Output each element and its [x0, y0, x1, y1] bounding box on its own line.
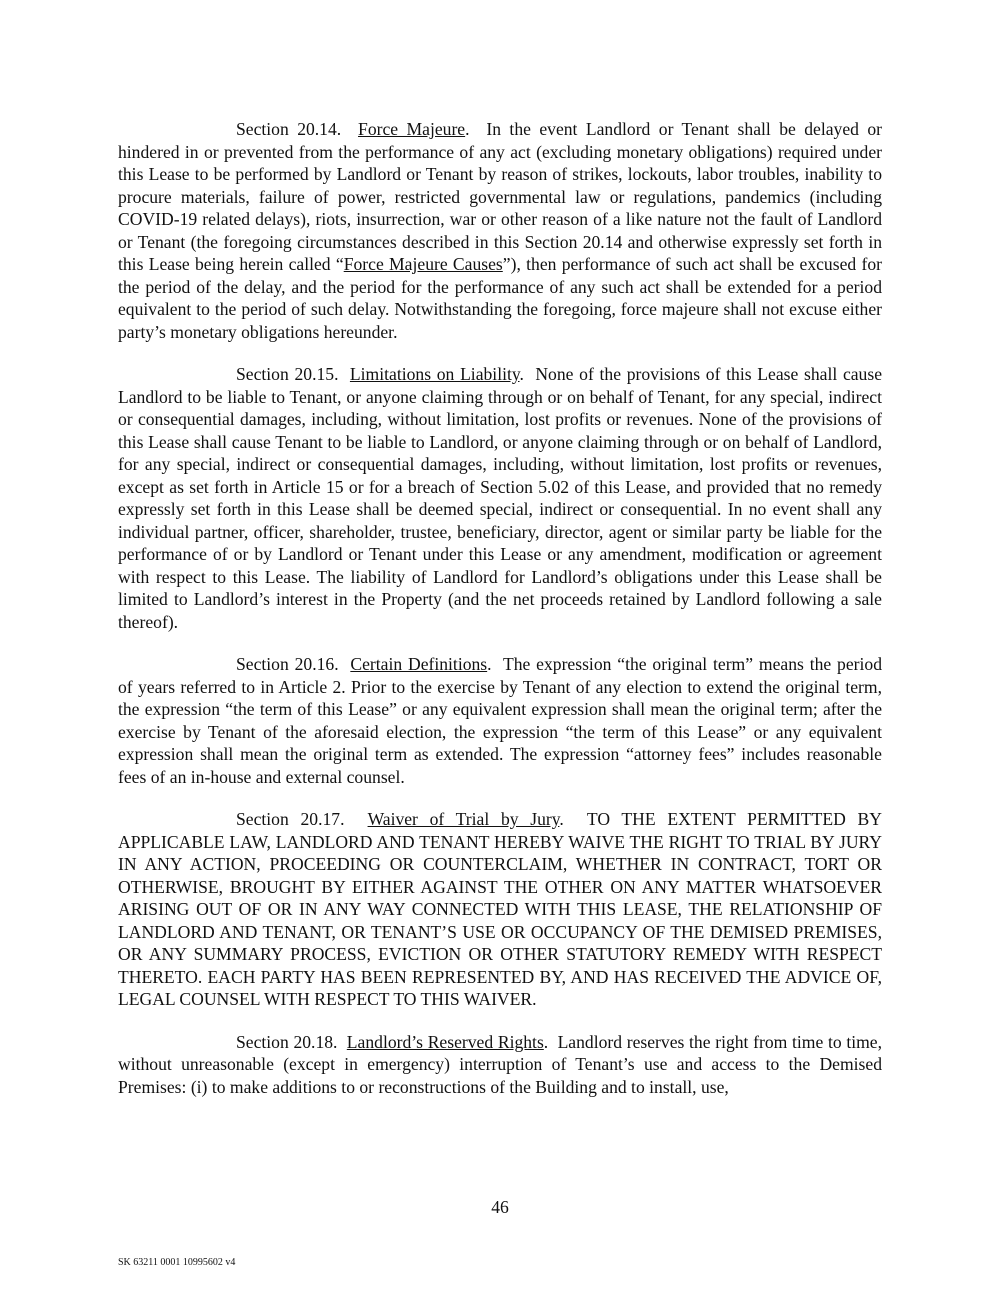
- section-heading: Certain Definitions: [350, 654, 488, 674]
- section-number: Section 20.16.: [236, 654, 339, 674]
- document-id: SK 63211 0001 10995602 v4: [118, 1257, 236, 1268]
- section-20-15: Section 20.15. Limitations on Liability. None of the provisions of this Lease shall cause Landlord to be liable to Tenant, or anyone claiming through or on behalf of Tenant, for any special, indirect or consequential damages, including, without limitation, lost profits or revenues. None of the provisions of this Lease shall cause Tenant to be liable to Landlord, or anyone claiming through or on behalf of Landlord, for any special, indirect or consequential damages, including, without limitation, lost profits or revenues, except as set forth in Article 15 or for a breach of Section 5.02 of this Lease, and provided that no remedy expressly set forth in this Lease shall be deemed special, indirect or consequential. In no event shall any individual partner, officer, shareholder, trustee, beneficiary, director, agent or similar party be liable for the performance of or by Landlord or Tenant under this Lease or any amendment, modification or agreement with respect to this Lease. The liability of Landlord for Landlord’s obligations under this Lease shall be limited to Landlord’s interest in the Property (and the net proceeds retained by Landlord following a sale thereof).: [118, 364, 883, 632]
- section-text: In the event Landlord or Tenant shall be delayed or hindered in or prevented from the performance of any act (excluding monetary obligations) required under this Lease to be performed by Landlord or Tenant by reason of strikes, lockouts, labor troubles, inability to procure materials, failure of power, restricted governmental law or regulations, pandemics (including COVID-19 related delays), riots, insurrection, war or other reason of a like nature not the fault of Landlord or Tenant (the foregoing circumstances described in this Section 20.14 and otherwise expressly set forth in this Lease being herein called “: [118, 119, 883, 274]
- section-20-17: Section 20.17. Waiver of Trial by Jury. TO THE EXTENT PERMITTED BY APPLICABLE LAW, LANDLORD AND TENANT HEREBY WAIVE THE RIGHT TO TRIAL BY JURY IN ANY ACTION, PROCEEDING OR COUNTERCLAIM, WHETHER IN CONTRACT, TORT OR OTHERWISE, BROUGHT BY EITHER AGAINST THE OTHER ON ANY MATTER WHATSOEVER ARISING OUT OF OR IN ANY WAY CONNECTED WITH THIS LEASE, THE RELATIONSHIP OF LANDLORD AND TENANT, OR TENANT’S USE OR OCCUPANCY OF THE DEMISED PREMISES, OR ANY SUMMARY PROCESS, EVICTION OR OTHER STATUTORY REMEDY WITH RESPECT THERETO. EACH PARTY HAS BEEN REPRESENTED BY, AND HAS RECEIVED THE ADVICE OF, LEGAL COUNSEL WITH RESPECT TO THIS WAIVER.: [118, 809, 882, 1009]
- page-number: 46: [491, 1197, 509, 1217]
- section-text: The expression “the original term” means the period of years referred to in Article 2. Prior to the exercise by Tenant of any election to extend the original term, the expression “the term of this Lease” or any equivalent expression shall mean the original term; after the exercise by Tenant of the aforesaid election, the expression “the term of this Lease” or any equivalent expression shall mean the original term as extended. The expression “attorney fees” includes reasonable fees of an in-house and external counsel.: [118, 654, 883, 787]
- section-text: None of the provisions of this Lease shall cause Landlord to be liable to Tenant, or anyone claiming through or on behalf of Tenant, for any special, indirect or consequential damages, including, without limitation, lost profits or revenues. None of the provisions of this Lease shall cause Tenant to be liable to Landlord, or anyone claiming through or on behalf of Landlord, for any special, indirect or consequential damages, including, without limitation, lost profits or revenues, except as set forth in Article 15 or for a breach of Section 5.02 of this Lease, and provided that no remedy expressly set forth in this Lease shall be deemed special, indirect or consequential. In no event shall any individual partner, officer, shareholder, trustee, beneficiary, director, agent or similar party be liable for the performance of or by Landlord or Tenant under this Lease or any amendment, modification or agreement with respect to this Lease. The liability of Landlord for Landlord’s obligations under this Lease shall be limited to Landlord’s interest in the Property (and the net proceeds retained by Landlord following a sale thereof).: [118, 364, 883, 632]
- section-number: Section 20.15.: [236, 364, 339, 384]
- document-page: [118, 118, 882, 1118]
- section-20-14: Section 20.14. Force Majeure. In the event Landlord or Tenant shall be delayed or hindered in or prevented from the performance of any act (excluding monetary obligations) required under this Lease to be performed by Landlord or Tenant by reason of strikes, lockouts, labor troubles, inability to procure materials, failure of power, restricted governmental law or regulations, pandemics (including COVID-19 related delays), riots, insurrection, war or other reason of a like nature not the fault of Landlord or Tenant (the foregoing circumstances described in this Section 20.14 and otherwise expressly set forth in this Lease being herein called “Force Majeure Causes”), then performance of such act shall be excused for the period of the delay, and the period for the performance of any such act shall be extended for a period equivalent to the period of such delay. Notwithstanding the foregoing, force majeure shall not excuse either party’s monetary obligations hereunder.: [118, 119, 883, 342]
- section-text: TO THE EXTENT PERMITTED BY APPLICABLE LAW, LANDLORD AND TENANT HEREBY WAIVE THE RIGHT TO TRIAL BY JURY IN ANY ACTION, PROCEEDING OR COUNTERCLAIM, WHETHER IN CONTRACT, TORT OR OTHERWISE, BROUGHT BY EITHER AGAINST THE OTHER ON ANY MATTER WHATSOEVER ARISING OUT OF OR IN ANY WAY CONNECTED WITH THIS LEASE, THE RELATIONSHIP OF LANDLORD AND TENANT, OR TENANT’S USE OR OCCUPANCY OF THE DEMISED PREMISES, OR ANY SUMMARY PROCESS, EVICTION OR OTHER STATUTORY REMEDY WITH RESPECT THERETO. EACH PARTY HAS BEEN REPRESENTED BY, AND HAS RECEIVED THE ADVICE OF, LEGAL COUNSEL WITH RESPECT TO THIS WAIVER.: [118, 809, 882, 1009]
- section-heading: Limitations on Liability: [349, 364, 520, 384]
- section-heading: Landlord’s Reserved Rights: [346, 1031, 544, 1052]
- defined-term: Force Majeure Causes: [343, 254, 503, 274]
- section-text: ”), then performance of such act shall be excused for the period of the delay, and the period for the performance of any such act shall be extended for a period equivalent to the period of such delay. Notwithstanding the foregoing, force majeure shall not excuse either party’s monetary obligations hereunder.: [118, 254, 882, 342]
- section-heading: Waiver of Trial by Jury: [367, 809, 560, 829]
- section-text: Landlord reserves the right from time to time, without unreasonable (except in emergency) interruption of Tenant’s use and access to the Demised Premises: (i) to make additions to or reconstructions of the Building and to install, use,: [118, 1031, 882, 1097]
- section-heading: Force Majeure: [358, 119, 466, 139]
- section-20-16: Section 20.16. Certain Definitions. The expression “the original term” means the period of years referred to in Article 2. Prior to the exercise by Tenant of any election to extend the original term, the expression “the term of this Lease” or any equivalent expression shall mean the original term; after the exercise by Tenant of the aforesaid election, the expression “the term of this Lease” or any equivalent expression shall mean the original term as extended. The expression “attorney fees” includes reasonable fees of an in-house and external counsel.: [118, 654, 883, 787]
- section-number: Section 20.17.: [236, 809, 345, 829]
- section-number: Section 20.14.: [236, 119, 342, 139]
- section-20-18: Section 20.18. Landlord’s Reserved Rights. Landlord reserves the right from time to time, without unreasonable (except in emergency) interruption of Tenant’s use and access to the Demised Premises: (i) to make additions to or reconstructions of the Building and to install, use,: [118, 1031, 882, 1097]
- section-number: Section 20.18.: [236, 1031, 338, 1052]
